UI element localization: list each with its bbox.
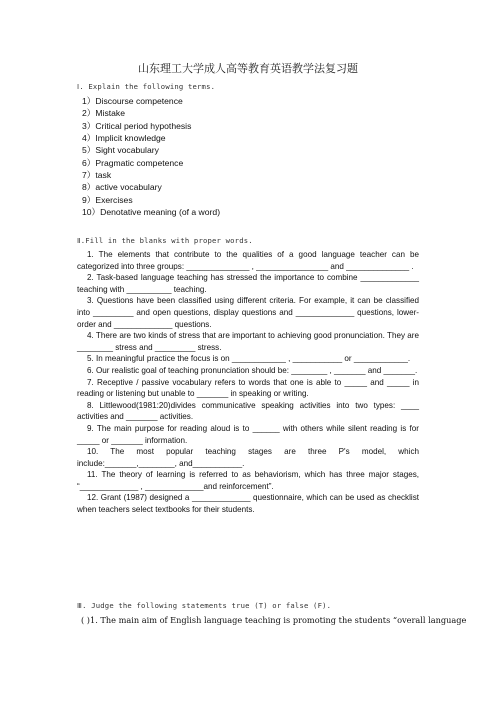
blank-question: 9. The main purpose for reading aloud is to ______ with others while silent reading is for _____ or _______ information.	[77, 423, 419, 445]
blank-question: 11. The theory of learning is referred to as behaviorism, which has three major stages, “_____________ , _____________and reinforcement”.	[77, 470, 419, 491]
fill-in-blanks-list	[77, 249, 419, 516]
blank-question: 6. Our realistic goal of teaching pronunciation should be: ________ , _______ and _______.	[87, 365, 418, 375]
term-item: 4）Implicit knowledge	[82, 133, 166, 144]
blank-question: 5. In meaningful practice the focus is on ____________ , ___________ or ____________.	[87, 354, 411, 364]
section-3-heading: Ⅲ. Judge the following statements true (T) or false (F).	[77, 601, 332, 610]
blank-question: 12. Grant (1987) designed a _____________ questionnaire, which can be used as checklist when teachers select textbooks for their students.	[77, 493, 419, 515]
true-false-item: ( )1. The main aim of English language teaching is promoting the students “overall language	[81, 615, 467, 625]
term-item: 9）Exercises	[82, 194, 133, 205]
term-item: 7）task	[82, 170, 112, 181]
term-item: 2）Mistake	[82, 108, 125, 119]
blank-question: 2. Task-based language teaching has stressed the importance to combine _____________ teaching with __________ teaching.	[77, 273, 419, 294]
term-item: 10）Denotative meaning (of a word)	[82, 207, 221, 218]
blank-question: 7. Receptive / passive vocabulary refers to words that one is able to _____ and _____ in reading or listening but unable to _______ in speaking or writing.	[77, 377, 419, 399]
document-title: 山东理工大学成人高等教育英语教学法复习题	[138, 62, 358, 75]
blank-question: 4. There are two kinds of stress that are important to achieving good pronunciation. They are ________ stress and _________ stress.	[77, 331, 419, 352]
blank-question: 10. The most popular teaching stages are three P's model, which include:_______,________, and___________.	[77, 447, 419, 468]
blank-question: 1. The elements that contribute to the qualities of a good language teacher can be categorized into three groups: ______________ , ________________ and ______________ .	[77, 250, 419, 271]
term-item: 5）Sight vocabulary	[82, 145, 159, 156]
section-1-heading: Ⅰ. Explain the following terms.	[77, 82, 216, 91]
section-2-heading: Ⅱ.Fill in the blanks with proper words.	[77, 236, 253, 245]
blank-question: 3. Questions have been classified using different criteria. For example, it can be classified into _________ and open questions, display questions and _____________ questions, lower-order and _____________ questions.	[77, 296, 419, 329]
term-item: 6）Pragmatic competence	[82, 157, 184, 168]
terms-list	[82, 95, 220, 218]
blank-question: 8. Littlewood(1981:20)divides communicative speaking activities into two types: ____ activities and _______ activities.	[77, 400, 419, 422]
term-item: 3）Critical period hypothesis	[82, 120, 192, 131]
term-item: 8）active vocabulary	[82, 182, 162, 193]
term-item: 1）Discourse competence	[82, 96, 183, 106]
